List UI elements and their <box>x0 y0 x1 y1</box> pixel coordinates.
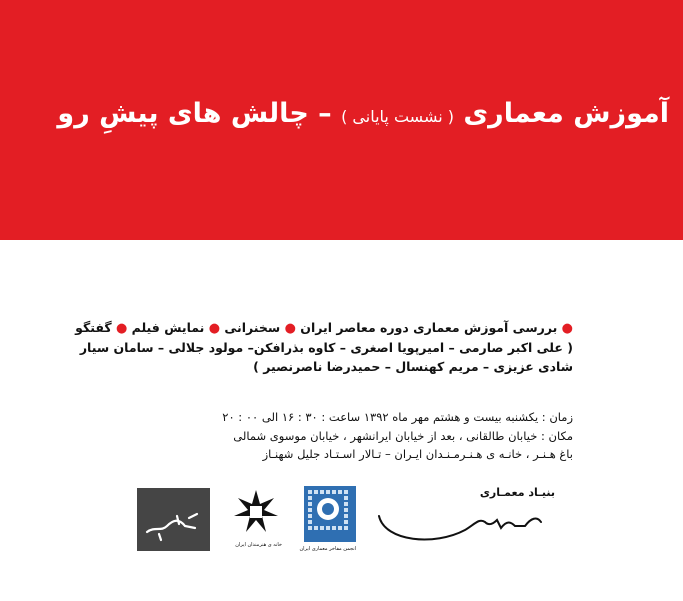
bullet-icon: ● <box>561 321 573 336</box>
sponsor-logos <box>0 486 683 556</box>
title-main: آموزش معماری <box>463 98 669 129</box>
event-info <box>53 408 573 464</box>
anjoman-mafakher-logo <box>299 486 356 554</box>
anjoman-grid-icon <box>304 486 356 542</box>
program-block <box>53 318 573 376</box>
khaneh-honarmandan-logo <box>230 486 282 554</box>
program-item: گفتگو <box>75 320 112 335</box>
speakers-line: ( علی اکبر صارمی – امیرپویا اصغری – کاوه بذرافکن– مولود جلالی – سامان سیار <box>79 340 573 355</box>
red-banner <box>0 0 683 240</box>
event-title <box>57 94 669 137</box>
program-item: بررسی آموزش معماری دوره معاصر ایران <box>300 320 558 335</box>
bonyad-memari-logo <box>375 486 555 554</box>
program-items <box>53 318 573 338</box>
anjoman-caption: انجمن مفاخر معماری ایران <box>299 546 356 552</box>
program-item: نمایش فیلم <box>131 320 205 335</box>
title-rest: – چالش های پیشِ رو <box>57 98 332 129</box>
memari-logo-mark <box>137 488 210 551</box>
place-line: مکان : خیابان طالقانی ، بعد از خیابان ایرانشهر ، خیابان موسوی شمالی <box>233 428 573 443</box>
bonyad-label: بنیـاد معمـاری <box>479 486 555 499</box>
bullet-icon: ● <box>208 321 221 336</box>
program-item: سخنرانی <box>224 320 281 335</box>
venue-line: باغ هـنـر ، خانـه ی هـنـرمـنـدان ایـران – تـالار اسـتـاد جلیل شهنـاز <box>262 447 573 461</box>
time-line: زمان : یکشنبه بیست و هشتم مهر ماه ۱۳۹۲ ساعت : ۳۰ : ۱۶ الی ۰۰ : ۲۰ <box>222 410 573 424</box>
khaneh-caption: خانه ی هنرمندان ایران <box>235 542 282 548</box>
bullet-icon: ● <box>115 321 128 336</box>
title-subtitle: ( نشست پایانی ) <box>341 107 454 126</box>
memari-logo <box>137 488 210 551</box>
khaneh-mark-icon <box>230 486 282 538</box>
bullet-icon: ● <box>284 321 296 336</box>
speakers-line: شادی عزیزی – مریم کهنسال – حمیدرضا ناصرنصیر ) <box>253 359 573 374</box>
